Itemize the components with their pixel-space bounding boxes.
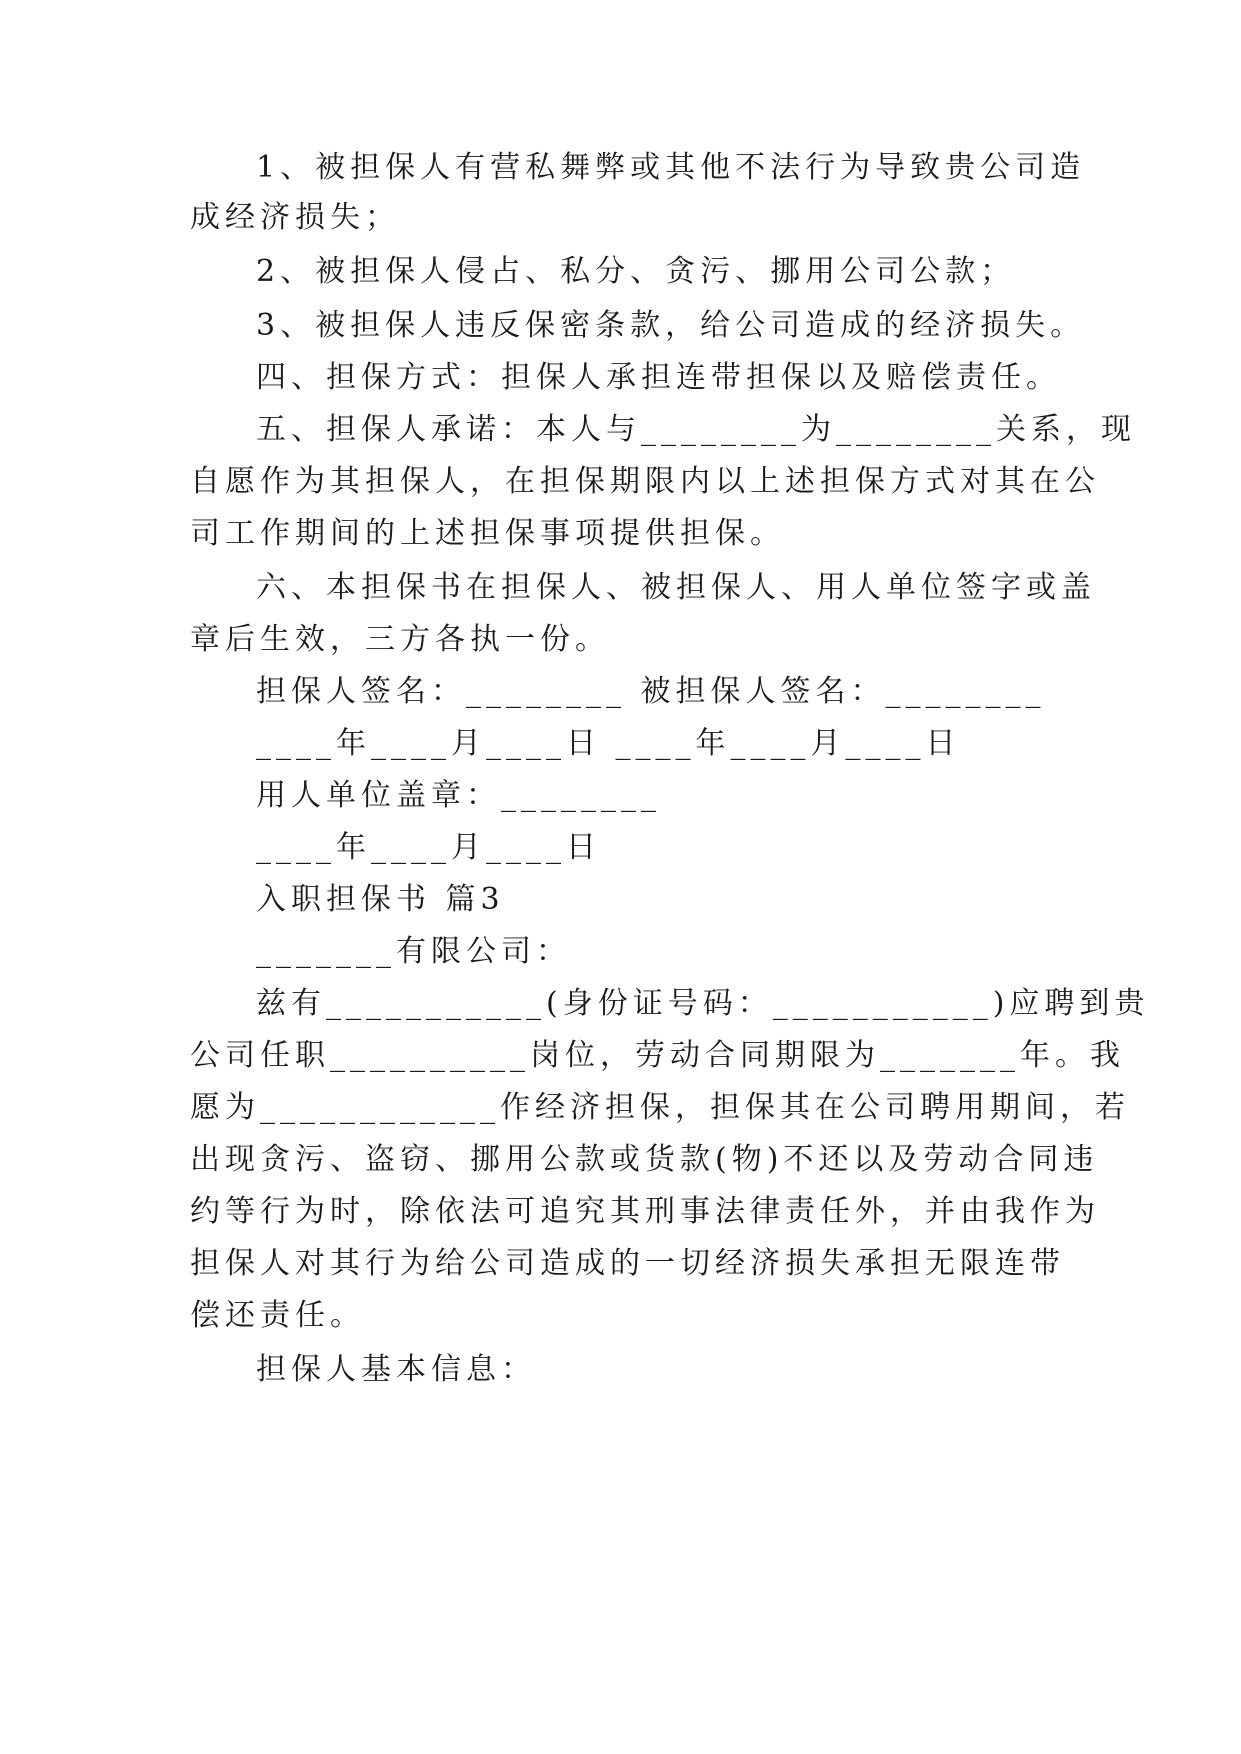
section-4-guarantee-method: 四、担保方式：担保人承担连带担保以及赔偿责任。: [256, 360, 1061, 395]
employer-seal-line: 用人单位盖章：________: [256, 778, 661, 813]
date-line-2: ____年____月____日: [256, 830, 601, 865]
body-line-6: 担保人对其行为给公司造成的一切经济损失承担无限连带: [190, 1246, 1065, 1281]
section-5-line-1: 五、担保人承诺：本人与________为________关系，现: [256, 412, 1136, 447]
signature-line: 担保人签名：________ 被担保人签名：________: [256, 674, 1046, 709]
clause-3: 3、被担保人违反保密条款，给公司造成的经济损失。: [256, 308, 1086, 343]
section-6-line-1: 六、本担保书在担保人、被担保人、用人单位签字或盖: [256, 570, 1096, 605]
clause-2: 2、被担保人侵占、私分、贪污、挪用公司公款；: [256, 254, 1016, 289]
body-line-7: 偿还责任。: [190, 1298, 365, 1333]
body-line-5: 约等行为时，除依法可追究其刑事法律责任外，并由我作为: [190, 1194, 1100, 1229]
body-line-3: 愿为____________作经济担保，担保其在公司聘用期间，若: [190, 1090, 1130, 1125]
clause-1-line-2: 成经济损失；: [190, 200, 400, 235]
section-title-part-3: 入职担保书 篇3: [256, 882, 505, 917]
body-line-4: 出现贪污、盗窃、挪用公款或货款(物)不还以及劳动合同违: [190, 1142, 1099, 1177]
company-salutation: _______有限公司：: [256, 934, 571, 969]
section-5-line-3: 司工作期间的上述担保事项提供担保。: [190, 516, 785, 551]
guarantor-info-heading: 担保人基本信息：: [256, 1352, 536, 1387]
section-6-line-2: 章后生效，三方各执一份。: [190, 622, 610, 657]
body-line-2: 公司任职__________岗位，劳动合同期限为_______年。我: [190, 1038, 1125, 1073]
body-line-1: 兹有___________(身份证号码：___________)应聘到贵: [256, 986, 1150, 1021]
date-line-1: ____年____月____日 ____年____月____日: [256, 726, 961, 761]
clause-1-line-1: 1、被担保人有营私舞弊或其他不法行为导致贵公司造: [256, 150, 1086, 185]
section-5-line-2: 自愿作为其担保人，在担保期限内以上述担保方式对其在公: [190, 464, 1100, 499]
